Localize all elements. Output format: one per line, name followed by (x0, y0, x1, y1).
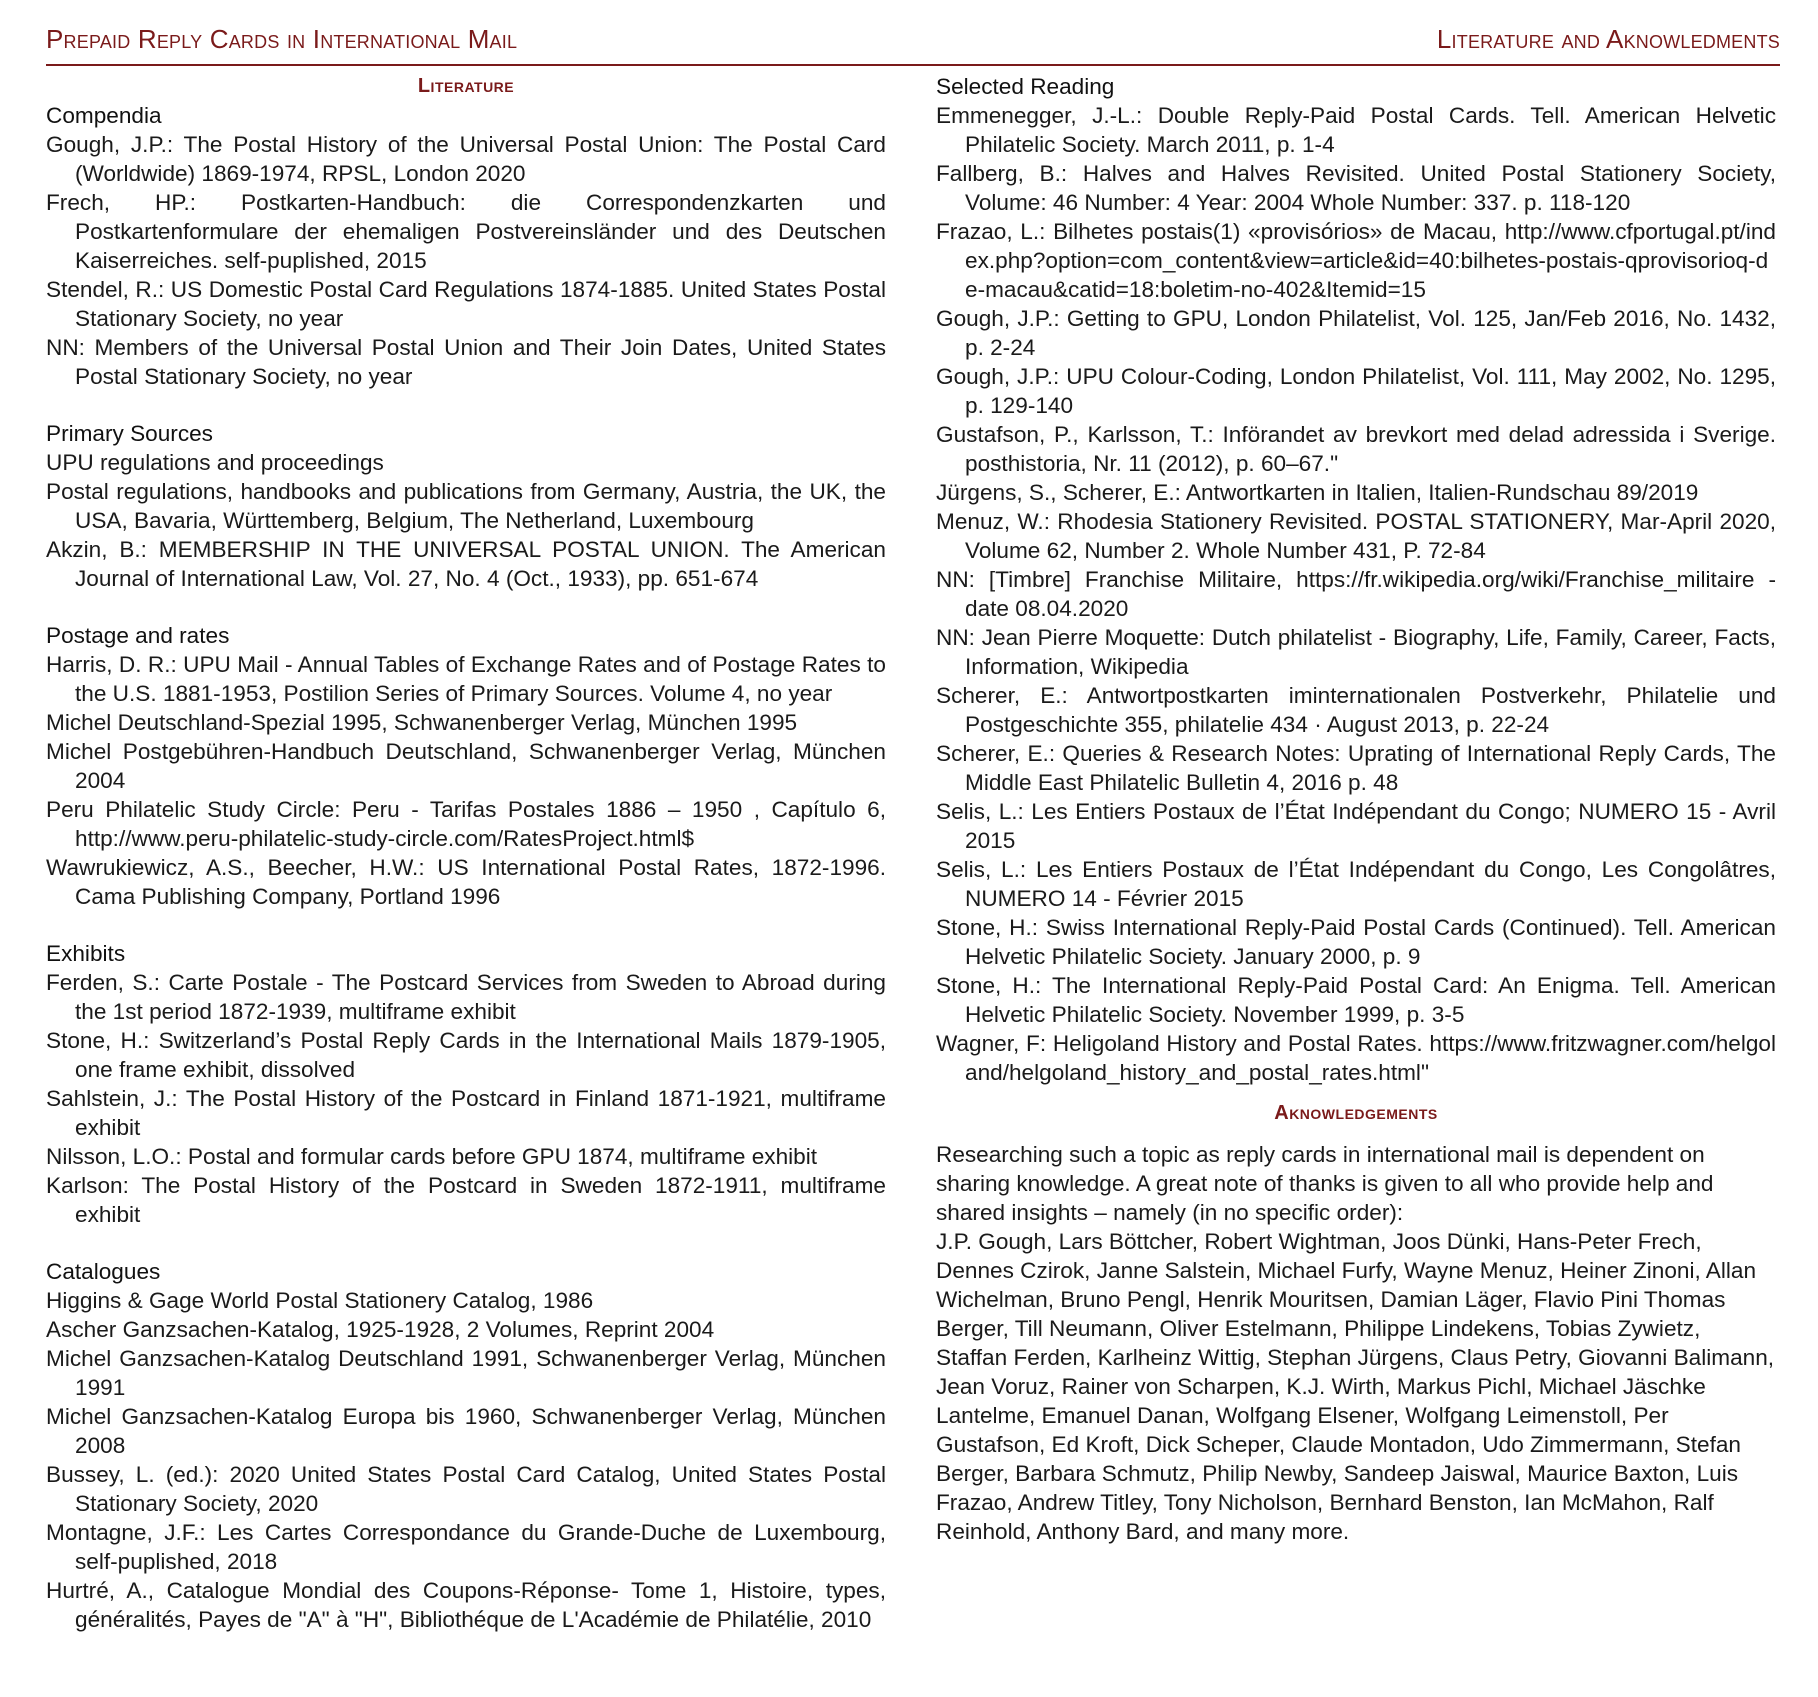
reading-entry: NN: [Timbre] Franchise Militaire, https://fr.wikipedia.org/wiki/Franchise_militaire - date 08.04.2020 (936, 567, 1776, 621)
acknowledgements-names: J.P. Gough, Lars Böttcher, Robert Wightman, Joos Dünki, Hans-Peter Frech, Dennes Czirok, Janne Salstein, Michael Furfy, Wayne Menuz, Heiner Zinoni, Allan Wichelman, Bruno Pengl, Henrik Mouritsen, Damian Läger, Flavio Pini Thomas Berger, Till Neumann, Oliver Estelmann, Philippe Lindekens, Tobias Zywietz, Staffan Ferden, Karlheinz Wittig, Stephan Jürgens, Claus Petry, Giovanni Balimann, Jean Voruz, Rainer von Scharpen, K.J. Wirth, Markus Pichl, Michael Jäschke Lantelme, Emanuel Danan, Wolfgang Elsener, Wolfgang Leimenstoll, Per Gustafson, Ed Kroft, Dick Scheper, Claude Montadon, Udo Zimmermann, Stefan Berger, Barbara Schmutz, Philip Newby, Sandeep Jaiswal, Maurice Baxton, Luis Frazao, Andrew Titley, Tony Nicholson, Bernhard Benston, Ian McMahon, Ralf Reinhold, Anthony Bard, and many more. (936, 1229, 1775, 1544)
reading-column (936, 72, 1776, 1546)
compendia-heading: Compendia (46, 103, 162, 128)
reading-entry: Frazao, L.: Bilhetes postais(1) «provisórios» de Macau, http://www.cfportugal.pt/index.php?option=com_content&view=article&id=40:bilhetes-postais-qprovisorioq-de-macau&catid=18:boletim-no-402&Itemid=15 (936, 219, 1776, 302)
reading-entry: Wagner, F: Heligoland History and Postal Rates. https://www.fritzwagner.com/helgoland/helgoland_history_and_postal_rates.html" (936, 1031, 1776, 1085)
acknowledgements-title: Aknowledgements (1274, 1102, 1438, 1124)
postage-rates-group (46, 621, 886, 911)
reading-entry: Gough, J.P.: Getting to GPU, London Philatelist, Vol. 125, Jan/Feb 2016, No. 1432, p. 2-24 (936, 306, 1776, 360)
reference-entry: Akzin, B.: MEMBERSHIP IN THE UNIVERSAL POSTAL UNION. The American Journal of International Law, Vol. 27, No. 4 (Oct., 1933), pp. 651-674 (46, 537, 886, 591)
reference-entry: Michel Deutschland-Spezial 1995, Schwanenberger Verlag, München 1995 (46, 710, 798, 735)
chapter-title: Literature and Aknowledments (1436, 24, 1780, 54)
reading-entry: Scherer, E.: Antwortpostkarten iminternationalen Postverkehr, Philatelie und Postgeschichte 355, philatelie 434 · August 2013, p. 22-24 (936, 683, 1776, 737)
reference-entry: Hurtré, A., Catalogue Mondial des Coupons-Réponse- Tome 1, Histoire, types, généralités, Payes de "A" à "H", Bibliothéque de L'Académie de Philatélie, 2010 (46, 1578, 886, 1632)
reference-entry: Michel Postgebühren-Handbuch Deutschland, Schwanenberger Verlag, München 2004 (46, 739, 886, 793)
reference-entry: Peru Philatelic Study Circle: Peru - Tarifas Postales 1886 – 1950 , Capítulo 6, http://www.peru-philatelic-study-circle.com/RatesProject.html$ (46, 797, 886, 851)
reference-entry: Frech, HP.: Postkarten-Handbuch: die Correspondenzkarten und Postkartenformulare der ehemaligen Postvereinsländer und des Deutschen Kaiserreiches. self-puplished, 2015 (46, 190, 886, 273)
reference-entry: Michel Ganzsachen-Katalog Deutschland 1991, Schwanenberger Verlag, München 1991 (46, 1346, 886, 1400)
exhibits-heading: Exhibits (46, 941, 126, 966)
reading-entry: Emmenegger, J.-L.: Double Reply-Paid Postal Cards. Tell. American Helvetic Philatelic Society. March 2011, p. 1-4 (936, 103, 1776, 157)
reference-entry: Ferden, S.: Carte Postale - The Postcard Services from Sweden to Abroad during the 1st period 1872-1939, multiframe exhibit (46, 970, 886, 1024)
reading-entry: Menuz, W.: Rhodesia Stationery Revisited. POSTAL STATIONERY, Mar-April 2020, Volume 62, Number 2. Whole Number 431, P. 72-84 (936, 509, 1776, 563)
reference-entry: Postal regulations, handbooks and publications from Germany, Austria, the UK, the USA, Bavaria, Württemberg, Belgium, The Netherland, Luxembourg (46, 479, 886, 533)
page-header (46, 20, 1780, 66)
literature-title: Literature (417, 75, 515, 97)
catalogues-heading: Catalogues (46, 1259, 161, 1284)
running-title: Prepaid Reply Cards in International Mail (46, 24, 518, 54)
reading-entry: Selis, L.: Les Entiers Postaux de l’État Indépendant du Congo, Les Congolâtres, NUMERO 14 - Février 2015 (936, 857, 1776, 911)
reference-entry: Bussey, L. (ed.): 2020 United States Postal Card Catalog, United States Postal Stationary Society, 2020 (46, 1462, 886, 1516)
reference-entry: Sahlstein, J.: The Postal History of the Postcard in Finland 1871-1921, multiframe exhibit (46, 1086, 886, 1140)
reference-entry: UPU regulations and proceedings (46, 450, 384, 475)
primary-sources-group (46, 419, 886, 593)
reading-entry: NN: Jean Pierre Moquette: Dutch philatelist - Biography, Life, Family, Career, Facts, Information, Wikipedia (936, 625, 1776, 679)
reading-entry: Fallberg, B.: Halves and Halves Revisited. United Postal Stationery Society, Volume: 46 Number: 4 Year: 2004 Whole Number: 337. p. 118-120 (936, 161, 1776, 215)
reading-entry: Selis, L.: Les Entiers Postaux de l’État Indépendant du Congo; NUMERO 15 - Avril 2015 (936, 799, 1776, 853)
compendia-group (46, 101, 886, 391)
reference-entry: Michel Ganzsachen-Katalog Europa bis 1960, Schwanenberger Verlag, München 2008 (46, 1404, 886, 1458)
primary-sources-heading: Primary Sources (46, 421, 213, 446)
selected-reading-heading: Selected Reading (936, 74, 1115, 99)
exhibits-group (46, 939, 886, 1229)
catalogues-group (46, 1257, 886, 1634)
reference-entry: Montagne, J.F.: Les Cartes Correspondance du Grande-Duche de Luxembourg, self-puplished, 2018 (46, 1520, 886, 1574)
reading-entry: Stone, H.: Swiss International Reply-Paid Postal Cards (Continued). Tell. American Helvetic Philatelic Society. January 2000, p. 9 (936, 915, 1776, 969)
reference-entry: Stendel, R.: US Domestic Postal Card Regulations 1874-1885. United States Postal Stationary Society, no year (46, 277, 886, 331)
reference-entry: Higgins & Gage World Postal Stationery Catalog, 1986 (46, 1288, 594, 1313)
postage-rates-heading: Postage and rates (46, 623, 230, 648)
acknowledgements-intro: Researching such a topic as reply cards in international mail is dependent on sharing knowledge. A great note of thanks is given to all who provide help and shared insights – namely (in no specific order): (936, 1142, 1714, 1225)
reading-entry: Jürgens, S., Scherer, E.: Antwortkarten in Italien, Italien-Rundschau 89/2019 (936, 480, 1699, 505)
literature-column (46, 72, 886, 1662)
reference-entry: Karlson: The Postal History of the Postcard in Sweden 1872-1911, multiframe exhibit (46, 1173, 886, 1227)
reference-entry: Gough, J.P.: The Postal History of the Universal Postal Union: The Postal Card (Worldwide) 1869-1974, RPSL, London 2020 (46, 132, 886, 186)
reading-entry: Gough, J.P.: UPU Colour-Coding, London Philatelist, Vol. 111, May 2002, No. 1295, p. 129-140 (936, 364, 1776, 418)
reference-entry: Ascher Ganzsachen-Katalog, 1925-1928, 2 Volumes, Reprint 2004 (46, 1317, 715, 1342)
reference-entry: Stone, H.: Switzerland’s Postal Reply Cards in the International Mails 1879-1905, one frame exhibit, dissolved (46, 1028, 886, 1082)
reading-entry: Gustafson, P., Karlsson, T.: Införandet av brevkort med delad adressida i Sverige. posthistoria, Nr. 11 (2012), p. 60–67." (936, 422, 1776, 476)
reference-entry: Wawrukiewicz, A.S., Beecher, H.W.: US International Postal Rates, 1872-1996. Cama Publishing Company, Portland 1996 (46, 855, 886, 909)
reading-entry: Scherer, E.: Queries & Research Notes: Uprating of International Reply Cards, The Middle East Philatelic Bulletin 4, 2016 p. 48 (936, 741, 1776, 795)
reading-entry: Stone, H.: The International Reply-Paid Postal Card: An Enigma. Tell. American Helvetic Philatelic Society. November 1999, p. 3-5 (936, 973, 1776, 1027)
reference-entry: Nilsson, L.O.: Postal and formular cards before GPU 1874, multiframe exhibit (46, 1144, 818, 1169)
reference-entry: NN: Members of the Universal Postal Union and Their Join Dates, United States Postal Stationary Society, no year (46, 335, 886, 389)
reference-entry: Harris, D. R.: UPU Mail - Annual Tables of Exchange Rates and of Postage Rates to the U.S. 1881-1953, Postilion Series of Primary Sources. Volume 4, no year (46, 652, 886, 706)
